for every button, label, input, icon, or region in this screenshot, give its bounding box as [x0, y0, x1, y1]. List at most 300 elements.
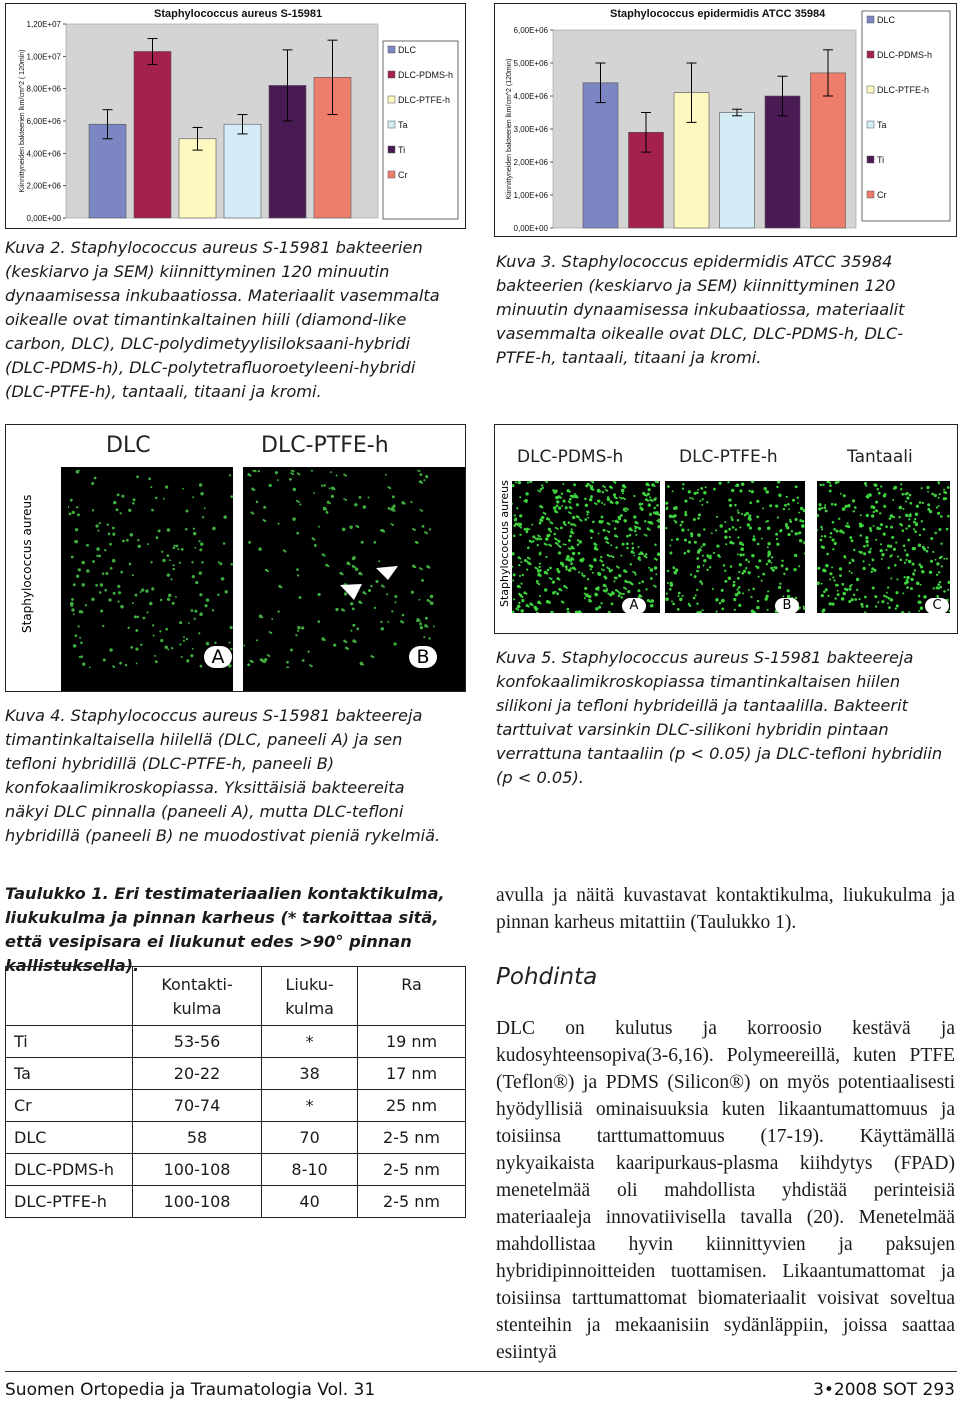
- bacteria-dot: [271, 618, 273, 620]
- bacteria-dot: [95, 584, 98, 587]
- bacteria-dot: [903, 576, 905, 578]
- bacteria-dot: [674, 514, 677, 517]
- bacteria-dot: [798, 512, 800, 514]
- bacteria-dot: [200, 542, 204, 546]
- bacteria-dot: [565, 586, 567, 588]
- bacteria-dot: [179, 562, 181, 564]
- bacteria-dot: [894, 564, 897, 567]
- bacteria-dot: [655, 513, 657, 515]
- bacteria-dot: [292, 470, 294, 472]
- bacteria-dot: [873, 525, 875, 527]
- bacteria-dot: [589, 498, 592, 501]
- bacteria-dot: [321, 485, 323, 487]
- bacteria-dot: [290, 648, 293, 651]
- bacteria-dot: [801, 524, 805, 528]
- bacteria-dot: [410, 501, 412, 503]
- bacteria-dot: [778, 493, 782, 497]
- bacteria-dot: [140, 591, 142, 593]
- bacteria-dot: [885, 596, 887, 598]
- bacteria-dot: [109, 648, 112, 651]
- bacteria-dot: [584, 498, 587, 501]
- bacteria-dot: [515, 517, 517, 519]
- bacteria-dot: [829, 484, 832, 487]
- bacteria-dot: [421, 568, 423, 570]
- bacteria-dot: [769, 504, 772, 507]
- legend-swatch: [867, 51, 874, 58]
- bacteria-dot: [171, 578, 173, 580]
- bacteria-dot: [318, 593, 321, 596]
- bacteria-dot: [169, 559, 171, 561]
- y-tick-label: 2,00E+06: [26, 181, 61, 191]
- bacteria-dot: [105, 572, 108, 575]
- bacteria-dot: [544, 513, 546, 515]
- bacteria-dot: [645, 535, 647, 537]
- bacteria-dot: [771, 556, 773, 558]
- bacteria-dot: [669, 588, 672, 591]
- bacteria-dot: [645, 556, 647, 558]
- bacteria-dot: [520, 583, 522, 585]
- bacteria-dot: [687, 550, 690, 553]
- bacteria-dot: [657, 481, 659, 483]
- bacteria-dot: [581, 573, 583, 575]
- bacteria-dot: [831, 566, 833, 568]
- bacteria-dot: [880, 485, 882, 487]
- legend-label: Ti: [877, 155, 885, 165]
- bacteria-dot: [920, 565, 923, 568]
- bacteria-dot: [127, 627, 129, 629]
- bacteria-dot: [623, 519, 626, 522]
- bacteria-dot: [381, 627, 384, 630]
- bacteria-dot: [854, 598, 857, 601]
- bacteria-dot: [201, 561, 204, 564]
- bacteria-dot: [165, 628, 168, 631]
- caption-kuva-2: Kuva 2. Staphylococcus aureus S-15981 bakteerien (keskiarvo ja SEM) kiinnittyminen 120 minuutin dynaamisessa inkubaatiossa. Materiaalit vasemmalta oikealle ovat timantinkaltainen hiili (diamond-like carbon, DLC), DLC-polydimetyylisiloksaani-hybridi (DLC-PDMS-h), DLC-polytetrafluoroetyleeni-hybridi (DLC-PTFE-h), tantaali, titaani ja kromi.: [5, 238, 440, 401]
- bacteria-dot: [199, 571, 203, 575]
- bacteria-dot: [613, 580, 615, 582]
- bacteria-dot: [141, 588, 144, 591]
- bacteria-dot: [160, 639, 163, 642]
- bacteria-dot: [776, 543, 779, 546]
- bacteria-dot: [741, 572, 744, 575]
- microscopy-panel-5b: [665, 481, 805, 613]
- bacteria-dot: [799, 519, 802, 522]
- bacteria-dot: [665, 527, 667, 529]
- bacteria-dot: [716, 516, 718, 518]
- bacteria-dot: [894, 486, 897, 489]
- bacteria-dot: [900, 483, 902, 485]
- bacteria-dot: [261, 616, 263, 618]
- bacteria-dot: [646, 495, 648, 497]
- bacteria-dot: [130, 646, 133, 649]
- bacteria-dot: [617, 590, 619, 592]
- bacteria-dot: [631, 529, 633, 531]
- bacteria-dot: [110, 567, 113, 570]
- bacteria-dot: [824, 504, 826, 506]
- bacteria-dot: [202, 516, 204, 518]
- bacteria-dot: [694, 575, 697, 578]
- bacteria-dot: [546, 600, 550, 604]
- bacteria-dot: [590, 537, 592, 539]
- table-cell: 53-56: [133, 1026, 262, 1058]
- bacteria-dot: [561, 493, 563, 495]
- bacteria-dot: [609, 593, 612, 596]
- legend-swatch: [867, 86, 874, 93]
- bacteria-dot: [919, 534, 921, 536]
- bacteria-dot: [713, 488, 716, 491]
- bacteria-dot: [730, 516, 732, 518]
- bacteria-dot: [865, 536, 868, 539]
- bacteria-dot: [532, 540, 534, 542]
- bacteria-dot: [137, 539, 139, 541]
- bacteria-dot: [657, 552, 660, 555]
- bacteria-dot: [847, 522, 849, 524]
- bacteria-dot: [162, 559, 165, 562]
- bacteria-dot: [696, 492, 698, 494]
- bacteria-dot: [526, 560, 528, 562]
- bacteria-dot: [913, 528, 915, 530]
- bacteria-dot: [270, 632, 272, 634]
- bacteria-dot: [71, 556, 74, 559]
- bacteria-dot: [671, 600, 673, 602]
- bacteria-dot: [192, 575, 195, 578]
- bacteria-dot: [529, 481, 532, 483]
- bacteria-dot: [689, 497, 691, 499]
- bacteria-dot: [117, 493, 120, 496]
- bacteria-dot: [817, 529, 818, 531]
- bacteria-dot: [627, 590, 630, 593]
- bacteria-dot: [896, 604, 899, 607]
- y-tick-label: 8,00E+06: [26, 84, 61, 94]
- bacteria-dot: [930, 560, 933, 563]
- bacteria-dot: [724, 536, 727, 539]
- bacteria-dot: [865, 485, 867, 487]
- bacteria-dot: [155, 660, 158, 663]
- bacteria-dot: [638, 527, 640, 529]
- bacteria-dot: [526, 531, 529, 534]
- bacteria-dot: [618, 595, 621, 598]
- bacteria-dot: [697, 517, 700, 520]
- bacteria-dot: [562, 602, 564, 604]
- table-cell: 25 nm: [358, 1090, 466, 1122]
- bacteria-dot: [784, 504, 787, 507]
- bacteria-dot: [900, 488, 902, 490]
- bacteria-dot: [539, 552, 541, 554]
- bacteria-dot: [747, 523, 750, 526]
- bacteria-dot: [181, 656, 183, 658]
- bacteria-dot: [821, 528, 823, 530]
- bacteria-dot: [858, 551, 860, 553]
- bacteria-dot: [121, 495, 124, 498]
- bacteria-dot: [249, 475, 251, 477]
- bacteria-dot: [841, 597, 845, 601]
- bacteria-dot: [137, 545, 140, 548]
- bacteria-dot: [540, 575, 542, 577]
- bacteria-dot: [587, 511, 589, 513]
- bacteria-dot: [414, 529, 416, 531]
- bacteria-dot: [762, 507, 764, 509]
- bacteria-dot: [667, 570, 669, 572]
- y-tick-label: 5,00E+06: [513, 59, 548, 68]
- bacteria-dot: [797, 497, 799, 499]
- y-tick-label: 1,00E+07: [26, 52, 61, 62]
- bacteria-dot: [860, 514, 862, 516]
- bacteria-dot: [607, 538, 609, 540]
- bacteria-dot: [669, 552, 672, 555]
- bacteria-dot: [832, 576, 834, 578]
- bacteria-dot: [615, 546, 618, 549]
- bacteria-dot: [625, 571, 627, 573]
- table-cell: 70-74: [133, 1090, 262, 1122]
- bacteria-dot: [539, 569, 542, 572]
- bacteria-dot: [91, 598, 94, 601]
- bacteria-dot: [192, 648, 194, 650]
- bacteria-dot: [592, 481, 594, 483]
- bacteria-dot: [799, 539, 802, 542]
- bacteria-dot: [822, 484, 824, 486]
- bacteria-dot: [757, 543, 760, 546]
- bacteria-dot: [616, 536, 618, 538]
- bacteria-dot: [426, 626, 428, 628]
- bacteria-dot: [908, 514, 911, 517]
- bacteria-dot: [938, 528, 941, 531]
- bacteria-dot: [794, 554, 797, 557]
- bacteria-dot: [419, 620, 421, 622]
- bacteria-dot: [832, 538, 835, 541]
- bacteria-dot: [568, 569, 571, 572]
- bacteria-dot: [72, 511, 75, 514]
- table-header-material: [6, 967, 133, 1026]
- bacteria-dot: [632, 547, 635, 550]
- bacteria-dot: [570, 562, 573, 565]
- bacteria-dot: [293, 488, 296, 491]
- bacteria-dot: [352, 624, 355, 627]
- y-tick-label: 3,00E+06: [513, 125, 548, 134]
- bacteria-dot: [569, 548, 571, 550]
- bacteria-dot: [327, 565, 329, 567]
- bacteria-dot: [753, 535, 755, 537]
- bacteria-dot: [557, 543, 559, 545]
- bacteria-dot: [934, 494, 937, 497]
- bacteria-dot: [350, 630, 352, 632]
- table-cell: 8-10: [262, 1154, 358, 1186]
- table-cell: 40: [262, 1186, 358, 1218]
- bacteria-dot: [841, 583, 844, 586]
- legend-label: Cr: [398, 170, 408, 180]
- panel-letter-5c: C: [925, 598, 949, 614]
- bacteria-dot: [649, 529, 651, 531]
- bacteria-dot: [883, 532, 886, 535]
- bacteria-dot: [893, 548, 896, 551]
- bacteria-dot: [324, 639, 326, 641]
- bacteria-dot: [634, 555, 636, 557]
- bacteria-dot: [565, 506, 568, 509]
- microscopy-figure-4: [5, 424, 466, 692]
- body-paragraph-2: DLC on kulutus ja korroosio kestävä ja kudosyhteensopiva(3-6,16). Polymeereillä, kuten PTFE (Teflon®) ja PDMS (Silicon®) on myös potentiaalisesti hyödyllisiä ominaisuuksia kuten likaantumattomuus ja toisiinsa tarttumattomuus (17-19). Käyttämällä nykyaikaista kaaripurkaus-plasma kiihdytys (FPAD) menetelmää oli mahdollista yhdistää perinteisiä materiaaleja innovatiivisella tavalla (20). Menetelmää mahdollistaa hyvin kiinnittyvien ja paksujen hybridipinnoitteiden tuottamisen. Likaantumattomat ja toisiinsa tarttumattomat biomateriaalit voisivat soveltua stenteihin ja mekaanisiin sydänläppiin, joissa saattaa esiintyä: [496, 1018, 955, 1363]
- bacteria-dot: [804, 552, 805, 554]
- bacteria-dot: [592, 572, 594, 574]
- bacteria-dot: [693, 597, 696, 600]
- bacteria-dot: [830, 532, 833, 535]
- bacteria-dot: [908, 611, 910, 613]
- bacteria-dot: [570, 523, 573, 526]
- bacteria-dot: [165, 485, 168, 488]
- bacteria-dot: [918, 610, 920, 612]
- bacteria-dot: [595, 607, 598, 610]
- bacteria-dot: [558, 578, 560, 580]
- bacteria-dot: [935, 559, 937, 561]
- bacteria-dot: [929, 510, 932, 513]
- bacteria-dot: [601, 502, 603, 504]
- bacteria-dot: [618, 567, 620, 569]
- bacteria-dot: [122, 540, 125, 543]
- bacteria-dot: [677, 608, 680, 611]
- bacteria-dot: [786, 496, 788, 498]
- bacteria-dot: [167, 528, 171, 532]
- bacteria-dot: [99, 522, 101, 524]
- bacteria-dot: [428, 637, 430, 639]
- bacteria-dot: [767, 526, 771, 530]
- bacteria-dot: [936, 574, 938, 576]
- legend-label: Ta: [398, 120, 408, 130]
- bacteria-dot: [702, 555, 704, 557]
- bacteria-dot: [655, 586, 657, 588]
- bacteria-dot: [537, 544, 539, 546]
- bacteria-dot: [292, 473, 294, 475]
- bacteria-dot: [940, 556, 942, 558]
- bacteria-dot: [572, 552, 576, 556]
- bacteria-dot: [553, 506, 557, 510]
- bacteria-dot: [569, 491, 571, 493]
- bacteria-dot: [650, 568, 654, 572]
- bacteria-dot: [697, 565, 700, 568]
- y-tick-label: 2,00E+06: [513, 158, 548, 167]
- bacteria-dot: [252, 513, 254, 515]
- bacteria-dot: [831, 603, 834, 606]
- bacteria-dot: [856, 578, 859, 581]
- bacteria-dot: [347, 648, 349, 650]
- legend-swatch: [388, 71, 395, 78]
- bacteria-dot: [185, 528, 188, 531]
- bacteria-dot: [333, 488, 335, 490]
- bacteria-dot: [921, 520, 923, 522]
- bacteria-dot: [748, 571, 751, 574]
- bar: [720, 113, 755, 229]
- bacteria-dot: [206, 598, 210, 602]
- legend-label: DLC-PDMS-h: [877, 50, 933, 60]
- table-row: [6, 1154, 466, 1186]
- microscopy-panel-a: [68, 470, 233, 668]
- bacteria-dot: [672, 490, 674, 492]
- bacteria-dot: [745, 558, 748, 561]
- bacteria-dot: [637, 522, 639, 524]
- bacteria-dot: [94, 477, 97, 480]
- bacteria-dot: [739, 553, 742, 556]
- bacteria-dot: [597, 572, 600, 575]
- bacteria-dot: [800, 507, 803, 510]
- bacteria-dot: [923, 595, 927, 599]
- panel-title-dlc-pdms-h: DLC-PDMS-h: [517, 447, 624, 467]
- bacteria-dot: [885, 549, 887, 551]
- bacteria-dot: [519, 534, 521, 536]
- bacteria-dot: [389, 508, 391, 510]
- bacteria-dot: [845, 505, 848, 508]
- y-tick-label: 0,00E+00: [513, 224, 548, 233]
- bacteria-dot: [887, 567, 890, 570]
- bacteria-dot: [697, 551, 700, 554]
- bacteria-dot: [866, 514, 869, 517]
- bacteria-dot: [128, 509, 131, 512]
- bacteria-dot: [132, 502, 135, 505]
- bacteria-dot: [756, 516, 759, 519]
- bacteria-dot: [299, 503, 301, 505]
- bacteria-dot: [68, 506, 69, 508]
- bacteria-dot: [915, 513, 918, 516]
- bacteria-dot: [525, 593, 527, 595]
- bacteria-dot: [280, 586, 282, 588]
- bacteria-dot: [603, 569, 605, 571]
- bacteria-dot: [859, 522, 862, 525]
- bacteria-dot: [768, 559, 771, 562]
- bacteria-dot: [546, 572, 548, 574]
- bacteria-dot: [520, 609, 524, 613]
- bacteria-dot: [917, 583, 919, 585]
- bacteria-dot: [560, 589, 562, 591]
- bacteria-dot: [190, 654, 193, 657]
- bacteria-dot: [831, 503, 834, 506]
- bacteria-dot: [152, 624, 154, 626]
- bacteria-dot: [590, 565, 593, 568]
- bacteria-dot: [392, 524, 394, 526]
- bacteria-dot: [513, 573, 516, 576]
- bacteria-dot: [512, 503, 513, 505]
- bacteria-dot: [849, 588, 852, 591]
- bacteria-dot: [635, 574, 637, 576]
- bacteria-dot: [584, 587, 587, 590]
- bacteria-dot: [134, 615, 137, 618]
- bacteria-dot: [186, 510, 189, 513]
- bacteria-dot: [113, 592, 116, 595]
- bacteria-dot: [670, 582, 673, 585]
- chart-s-epidermidis-svg: [495, 4, 956, 236]
- bacteria-dot: [354, 503, 357, 506]
- bacteria-dot: [363, 505, 367, 509]
- bacteria-dot: [909, 502, 912, 505]
- bacteria-dot: [649, 513, 652, 516]
- bacteria-dot: [605, 591, 607, 593]
- bacteria-dot: [622, 593, 624, 595]
- bacteria-dot: [615, 577, 618, 580]
- bacteria-dot: [737, 577, 740, 580]
- bacteria-dot: [930, 537, 933, 540]
- bacteria-dot: [818, 507, 821, 510]
- y-axis-label: Kiinnittyneiden bakteerien lkm/cm^2 ( 120min): [19, 49, 26, 193]
- bacteria-dot: [356, 627, 359, 630]
- bacteria-dot: [785, 524, 788, 527]
- bacteria-dot: [888, 606, 891, 609]
- bacteria-dot: [654, 566, 658, 570]
- bacteria-dot: [108, 598, 111, 601]
- bacteria-dot: [614, 482, 616, 484]
- bacteria-dot: [940, 515, 943, 518]
- bacteria-dot: [798, 532, 801, 535]
- bacteria-dot: [673, 567, 675, 569]
- bacteria-dot: [228, 642, 230, 644]
- bacteria-dot: [742, 592, 744, 594]
- bacteria-dot: [392, 495, 395, 498]
- bacteria-dot: [787, 503, 790, 506]
- bacteria-dot: [167, 573, 170, 576]
- bacteria-dot: [416, 541, 419, 544]
